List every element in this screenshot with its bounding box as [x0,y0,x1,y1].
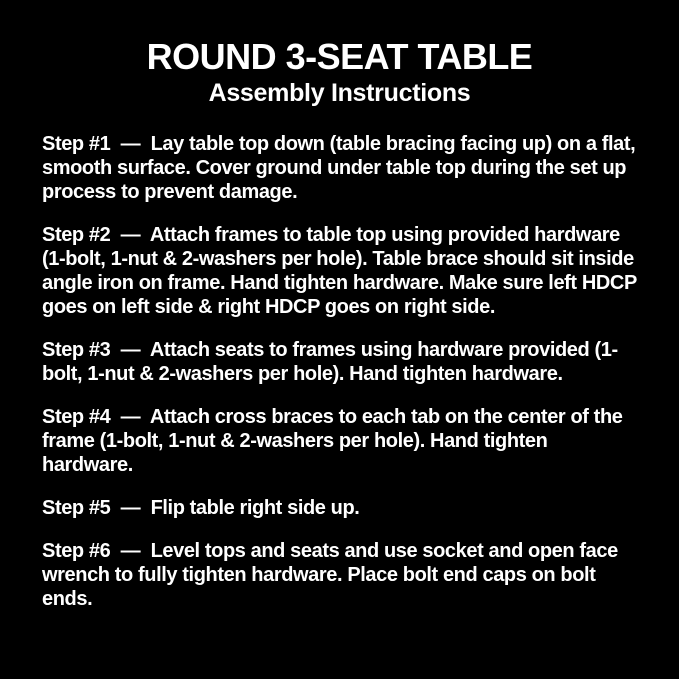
steps-list [42,132,642,611]
header [42,36,637,108]
step-4-text: Step #4 — Attach cross braces to each tab on the center of the frame (1-bolt, 1-nut & 2-washers per hole). Hand tighten hardware. [42,406,628,477]
step-2-text: Step #2 — Attach frames to table top using provided hardware (1-bolt, 1-nut & 2-washers per hole). Table brace should sit inside angle iron on frame. Hand tighten hardware. Make sure left HDCP goes on left side & right HDCP goes on right side. [42,224,642,319]
step-3-text: Step #3 — Attach seats to frames using hardware provided (1-bolt, 1-nut & 2-washers per hole). Hand tighten hardware. [42,339,618,386]
page-title: ROUND 3-SEAT TABLE [146,36,533,77]
step-1-text: Step #1 — Lay table top down (table bracing facing up) on a flat, smooth surface. Cover ground under table top during the set up process to prevent damage. [42,133,641,204]
step-5-text: Step #5 — Flip table right side up. [42,497,360,520]
page-subtitle: Assembly Instructions [208,79,471,108]
step-6-text: Step #6 — Level tops and seats and use socket and open face wrench to fully tighten hardware. Place bolt end caps on bolt ends. [42,540,623,611]
